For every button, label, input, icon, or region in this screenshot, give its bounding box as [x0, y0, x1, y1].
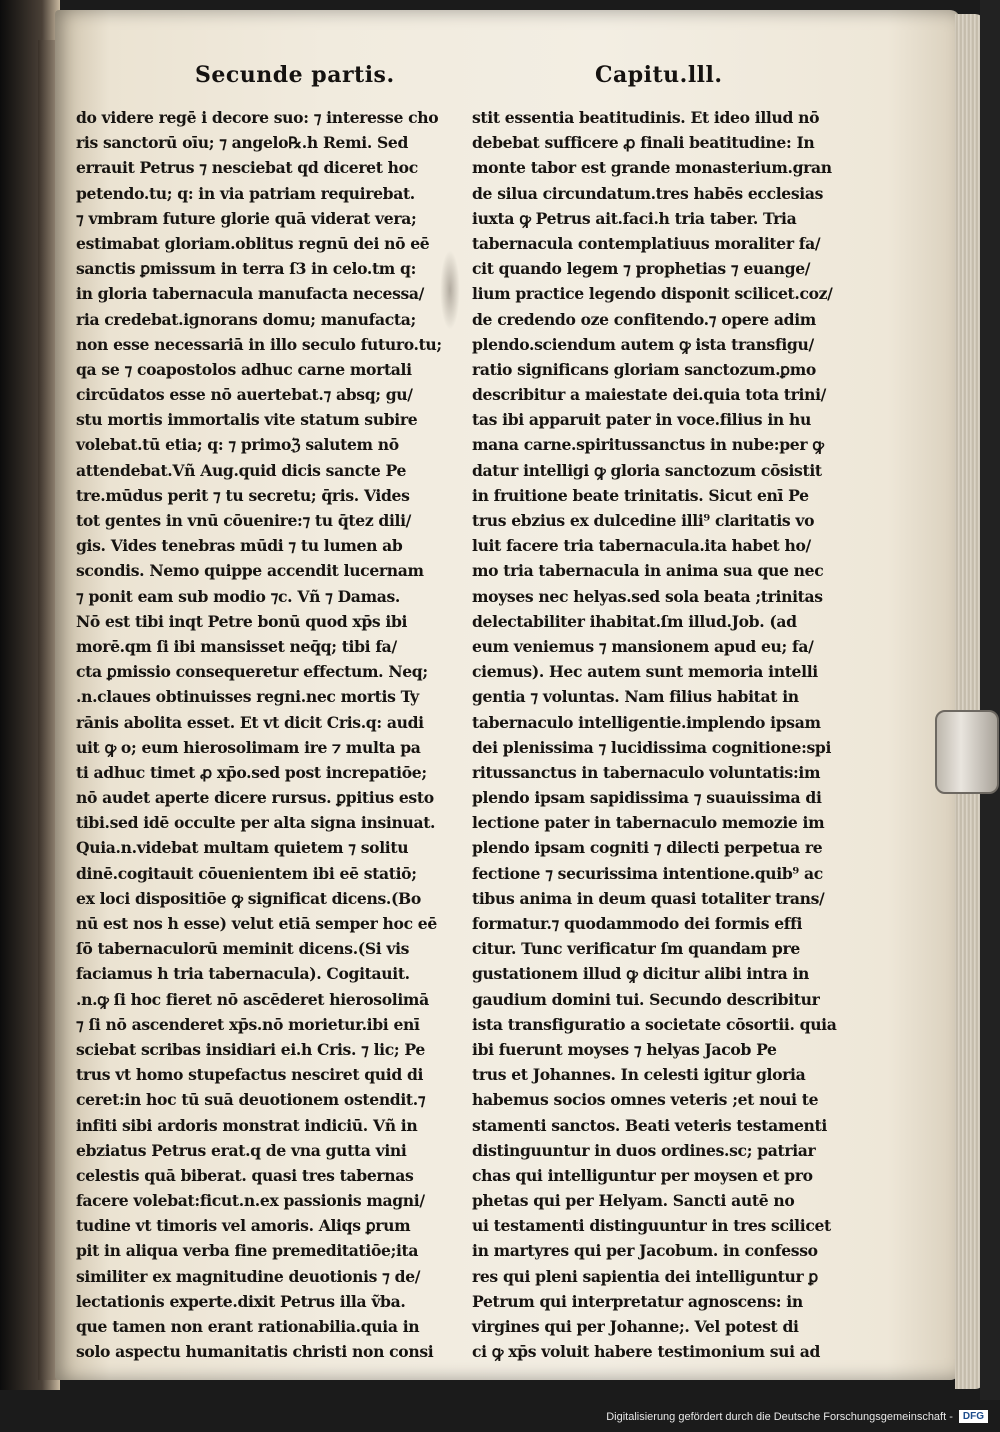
- text-line: trus et Johannes. In celesti igitur gloria: [472, 1065, 806, 1085]
- text-line: faciamus h tria tabernacula). Cogitauit.: [76, 964, 410, 984]
- text-line: monte tabor est grande monasterium.gran: [472, 158, 832, 178]
- text-line: distinguuntur in duos ordines.sc; patriar: [472, 1140, 816, 1160]
- text-line: uit ꝙ o; eum hierosolimam ire ⁊ multa pa: [76, 737, 421, 757]
- text-line: habemus socios omnes veteris ;et noui te: [472, 1090, 819, 1110]
- text-line: .n.claues obtinuisses regni.nec mortis Ty: [76, 687, 419, 707]
- text-line: ritussanctus in tabernaculo voluntatis:im: [472, 762, 821, 782]
- text-line: gentia ⁊ voluntas. Nam filius habitat in: [472, 687, 799, 707]
- text-line: dinē.cogitauit cōuenientem ibi eē statiō;: [76, 863, 417, 883]
- text-line: infiti sibi ardoris monstrat indiciū. Vñ in: [76, 1115, 418, 1135]
- text-line: plendo ipsam cogniti ⁊ dilecti perpetua re: [472, 838, 823, 858]
- text-line: volebat.tū etia; q: ⁊ primoℨ salutem nō: [76, 435, 399, 455]
- text-line: gaudium domini tui. Secundo describitur: [472, 989, 820, 1009]
- text-line: mo tria tabernacula in anima sua que nec: [472, 561, 824, 581]
- text-line: ris sanctorū oīu; ⁊ angelo℞.h Remi. Sed: [76, 133, 409, 153]
- text-line: ci ꝙ xp̄s voluit habere testimonium sui ad: [472, 1342, 821, 1362]
- text-line: tabernacula contemplatiuus moraliter fa/: [472, 233, 821, 253]
- text-line: stit essentia beatitudinis. Et ideo illud nō: [472, 108, 820, 127]
- text-line: sciebat scribas insidiari ei.h Cris. ⁊ lic; Pe: [76, 1039, 425, 1059]
- text-line: pit in aliqua verba fine premeditatiōe;ita: [76, 1241, 419, 1261]
- text-line: celestis quā biberat. quasi tres tabernas: [76, 1165, 414, 1185]
- text-column-right: [472, 105, 852, 1364]
- text-line: in martyres qui per Jacobum. in confesso: [472, 1241, 818, 1261]
- text-line: tre.mūdus perit ⁊ tu secretu; q̄ris. Vides: [76, 485, 410, 505]
- text-line: gustationem illud ꝙ dicitur alibi intra in: [472, 964, 810, 984]
- right-background: [980, 0, 1000, 1400]
- text-line: ria credebat.ignorans domu; manufacta;: [76, 309, 416, 329]
- text-line: lium practice legendo disponit scilicet.coz/: [472, 284, 833, 304]
- text-line: circūdatos esse nō auertebat.⁊ absq; gu/: [76, 385, 413, 405]
- text-line: cta ꝑmissio consequeretur effectum. Neq;: [76, 662, 428, 682]
- text-line: scondis. Nemo quippe accendit lucernam: [76, 561, 424, 581]
- text-line: res qui pleni sapientia dei intelliguntur ꝑ: [472, 1266, 818, 1286]
- text-line: ſō tabernaculorū meminit dicens.(Si vis: [76, 939, 410, 959]
- text-line: ceret:in hoc tū suā deuotionem ostendit.⁊: [76, 1090, 426, 1110]
- text-line: similiter ex magnitudine deuotionis ⁊ de/: [76, 1266, 421, 1286]
- text-line: eum veniemus ⁊ mansionem apud eu; fa/: [472, 636, 814, 656]
- text-line: ibi fuerunt moyses ⁊ helyas Jacob Pe: [472, 1039, 777, 1059]
- text-line: stamenti sanctos. Beati veteris testamenti: [472, 1115, 827, 1135]
- text-line: ex loci dispositiōe ꝙ significat dicens.(Bo: [76, 888, 421, 908]
- text-line: moyses nec helyas.sed sola beata ;trinitas: [472, 586, 823, 606]
- text-column-left: [76, 105, 452, 1364]
- text-line: datur intelligi ꝙ gloria sanctozum cōsistit: [472, 460, 822, 480]
- text-line: ciemus). Hec autem sunt memoria intelli: [472, 662, 818, 682]
- text-line: chas qui intelliguntur per moysen et pro: [472, 1165, 813, 1185]
- text-line: tibus anima in deum quasi totaliter trans/: [472, 888, 825, 908]
- text-line: tudine vt timoris vel amoris. Aliqs ꝑrum: [76, 1216, 411, 1236]
- page-clip-tab: [935, 710, 999, 794]
- footer-text: Digitalisierung gefördert durch die Deutsche Forschungsgemeinschaft -: [606, 1410, 953, 1423]
- running-header-right: Capitu.lll.: [595, 62, 723, 88]
- text-line: tot gentes in vnū cōuenire:⁊ tu q̄tez dili/: [76, 511, 412, 530]
- text-line: lectione pater in tabernaculo memozie im: [472, 813, 825, 833]
- text-line: .n.ꝙ ſi hoc fieret nō ascēderet hierosolimā: [76, 989, 429, 1009]
- text-line: attendebat.Vñ Aug.quid dicis sancte Pe: [76, 460, 407, 480]
- text-line: sanctis ꝑmissum in terra ſ3 in celo.tm q:: [76, 259, 416, 279]
- text-line: nū est nos h esse) velut etiā semper hoc eē: [76, 914, 437, 933]
- text-line: facere volebat:ficut.n.ex passionis magni/: [76, 1191, 425, 1211]
- text-line: ⁊ vmbram future glorie quā viderat vera;: [76, 208, 417, 228]
- text-line: formatur.⁊ quodammodo dei formis effi: [472, 914, 803, 933]
- text-line: errauit Petrus ⁊ nesciebat qd diceret hoc: [76, 158, 418, 178]
- text-line: virgines qui per Johanne;. Vel potest di: [472, 1317, 799, 1336]
- text-line: citur. Tunc verificatur ſm quandam pre: [472, 939, 800, 959]
- text-line: dei plenissima ⁊ lucidissima cognitione:spi: [472, 737, 832, 757]
- text-line: morē.qm ſi ibi mansisset neq̄q; tibi fa/: [76, 636, 397, 656]
- text-line: tabernaculo intelligentie.implendo ipsam: [472, 712, 821, 732]
- text-line: estimabat gloriam.oblitus regnū dei nō eē: [76, 233, 430, 253]
- text-line: tas ibi apparuit pater in voce.filius in hu: [472, 410, 811, 430]
- text-line: qa se ⁊ coapostolos adhuc carne mortali: [76, 359, 412, 379]
- text-line: de silua circundatum.tres habēs ecclesias: [472, 183, 824, 203]
- text-line: mana carne.spiritussanctus in nube:per ꝙ: [472, 435, 824, 455]
- text-line: delectabiliter ihabitat.ſm illud.Job. (ad: [472, 611, 797, 631]
- text-line: trus vt homo stupefactus nesciret quid di: [76, 1065, 424, 1085]
- text-line: tibi.sed idē occulte per alta signa insinuat.: [76, 813, 436, 833]
- text-line: petendo.tu; q: in via patriam requirebat.: [76, 183, 415, 203]
- text-line: ratio significans gloriam sanctozum.ꝑmo: [472, 359, 816, 379]
- text-line: ebziatus Petrus erat.q de vna gutta vini: [76, 1140, 407, 1160]
- text-line: fectione ⁊ securissima intentione.quib⁹ ac: [472, 863, 823, 883]
- text-line: Petrum qui interpretatur agnoscens: in: [472, 1291, 803, 1311]
- dfg-logo: DFG: [959, 1410, 988, 1423]
- text-line: cit quando legem ⁊ prophetias ⁊ euange/: [472, 259, 811, 279]
- text-line: ui testamenti distinguuntur in tres scilicet: [472, 1216, 831, 1236]
- text-line: nō audet aperte dicere rursus. ꝑpitius esto: [76, 788, 434, 808]
- text-line: gis. Vides tenebras mūdi ⁊ tu lumen ab: [76, 536, 403, 556]
- text-line: describitur a maiestate dei.quia tota trini/: [472, 385, 826, 405]
- text-line: lectationis experte.dixit Petrus illa ṽba.: [76, 1291, 406, 1311]
- text-line: ⁊ ponit eam sub modio ⁊c. Vñ ⁊ Damas.: [76, 586, 400, 606]
- text-line: debebat sufficere ꝓ finali beatitudine: In: [472, 133, 815, 153]
- text-line: Quia.n.videbat multam quietem ⁊ solitu: [76, 838, 409, 858]
- text-line: non esse necessariā in illo seculo futuro.tu;: [76, 334, 442, 354]
- text-line: ti adhuc timet ꝓ xp̄o.sed post increpatiōe;: [76, 762, 427, 782]
- text-line: in gloria tabernacula manufacta necessa/: [76, 284, 425, 304]
- text-line: trus ebzius ex dulcedine illi⁹ claritatis vo: [472, 511, 815, 530]
- text-line: ista transfiguratio a societate cōsortii. quia: [472, 1014, 837, 1034]
- running-header-left: Secunde partis.: [195, 62, 395, 88]
- text-line: solo aspectu humanitatis christi non consi: [76, 1342, 434, 1362]
- text-line: plendo ipsam sapidissima ⁊ suauissima di: [472, 788, 822, 808]
- text-line: que tamen non erant rationabilia.quia in: [76, 1317, 420, 1336]
- text-line: phetas qui per Helyam. Sancti autē no: [472, 1191, 795, 1211]
- text-line: plendo.sciendum autem ꝙ ista transfigu/: [472, 334, 814, 354]
- text-line: ⁊ ſi nō ascenderet xp̄s.nō morietur.ibi enī: [76, 1014, 420, 1034]
- text-line: in fruitione beate trinitatis. Sicut enī Pe: [472, 485, 809, 505]
- text-line: de credendo oze confitendo.⁊ opere adim: [472, 309, 816, 329]
- text-line: stu mortis immortalis vite statum subire: [76, 410, 418, 430]
- text-line: rānis abolita esset. Et vt dicit Cris.q: audi: [76, 712, 424, 732]
- text-line: do videre regē i decore suo: ⁊ interesse cho: [76, 108, 439, 127]
- text-line: Nō est tibi inqt Petre bonū quod xp̄s ibi: [76, 611, 408, 631]
- digitization-footer: [606, 1410, 988, 1423]
- text-line: luit facere tria tabernacula.ita habet ho/: [472, 536, 811, 556]
- text-line: iuxta ꝙ Petrus ait.faci.h tria taber. Tria: [472, 208, 797, 228]
